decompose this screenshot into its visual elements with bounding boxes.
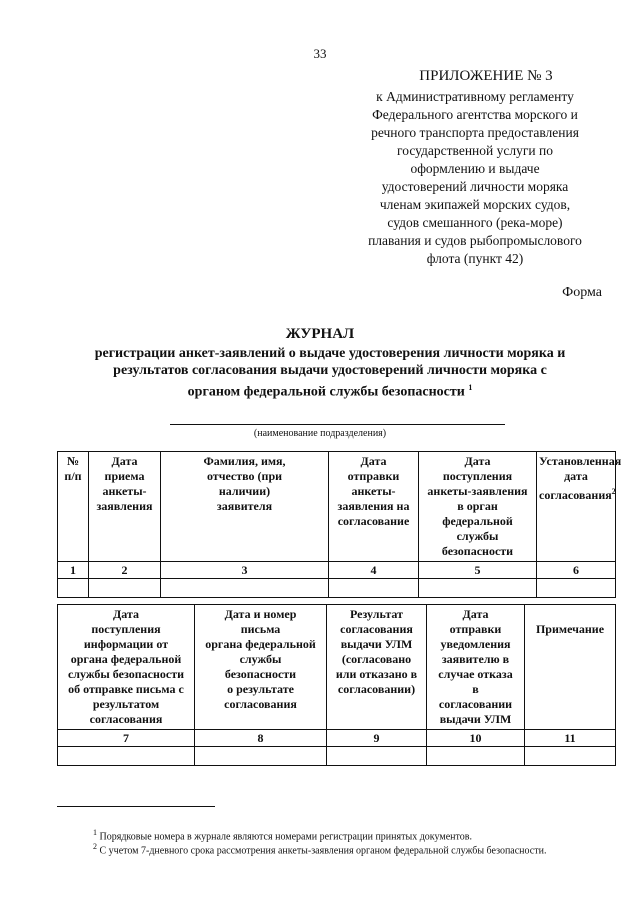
footnote-mark: 1 — [93, 828, 97, 837]
header-cell: Дата отправки уведомления заявителю в случае отказа в согласовании выдачи УЛМ — [427, 605, 525, 730]
column-number: 2 — [89, 562, 161, 579]
footnote-ref: 2 — [611, 487, 616, 496]
form-label: Форма — [562, 285, 602, 300]
page-number: 33 — [313, 46, 327, 61]
journal-subtitle-line — [60, 379, 600, 401]
annex-line: к Административному регламенту — [376, 89, 574, 104]
footnote-text: С учетом 7-дневного срока рассмотрения анкеты-заявления органом федеральной службы безопасности. — [99, 845, 547, 857]
empty-row — [58, 579, 616, 598]
column-number-row — [58, 562, 616, 579]
annex-line: удостоверений личности моряка — [381, 179, 569, 194]
annex-line: оформлению и выдаче — [410, 161, 540, 176]
column-number: 9 — [327, 730, 427, 747]
header-cell: Дата отправки анкеты- заявления на согласование — [329, 452, 419, 562]
journal-subtitle-line: регистрации анкет-заявлений о выдаче удостоверения личности моряка и — [94, 346, 566, 361]
footnote-2 — [93, 840, 633, 857]
header-cell: Дата и номер письма органа федеральной службы безопасности о результате согласования — [195, 605, 327, 730]
annex-line: плавания и судов рыбопромыслового — [368, 233, 582, 248]
empty-cell — [329, 579, 419, 598]
footnote-mark: 2 — [93, 842, 97, 851]
header-cell: Установленная дата согласования$^2$ — [537, 452, 616, 562]
annex-line: флота (пункт 42) — [426, 251, 524, 266]
annex-line: Федерального агентства морского и — [372, 107, 578, 122]
empty-row — [58, 747, 616, 766]
footnote-text: Порядковые номера в журнале являются номерами регистрации принятых документов. — [99, 831, 472, 843]
empty-cell — [327, 747, 427, 766]
header-cell: Дата поступления информации от органа федеральной службы безопасности об отправке письма с результатом согласования — [58, 605, 195, 730]
annex-line: членам экипажей морских судов, — [379, 197, 571, 212]
empty-cell — [161, 579, 329, 598]
annex-line: речного транспорта предоставления — [371, 125, 579, 140]
subdivision-line — [170, 424, 505, 425]
empty-cell — [427, 747, 525, 766]
column-number: 7 — [58, 730, 195, 747]
journal-title: ЖУРНАЛ — [285, 326, 355, 342]
column-number: 5 — [419, 562, 537, 579]
column-number: 3 — [161, 562, 329, 579]
column-number: 11 — [525, 730, 616, 747]
empty-cell — [58, 579, 89, 598]
column-number: 10 — [427, 730, 525, 747]
header-cell: Примечание — [525, 605, 616, 730]
journal-table-part1 — [57, 451, 622, 598]
header-cell: Фамилия, имя, отчество (при наличии) заявителя — [161, 452, 329, 562]
annex-title: ПРИЛОЖЕНИЕ № 3 — [419, 68, 553, 84]
column-number: 8 — [195, 730, 327, 747]
column-number-row — [58, 730, 616, 747]
footnote-separator — [57, 806, 215, 807]
column-number: 6 — [537, 562, 616, 579]
header-cell: Дата поступления анкеты-заявления в орган федеральной службы безопасности — [419, 452, 537, 562]
journal-subtitle — [60, 345, 600, 401]
annex-line: судов смешанного (река-море) — [387, 215, 563, 230]
journal-table-part2 — [57, 604, 616, 766]
journal-subtitle-line: результатов согласования выдачи удостоверений личности моряка с — [113, 363, 547, 378]
header-cell: Дата приема анкеты- заявления — [89, 452, 161, 562]
annex-description — [330, 88, 620, 268]
subdivision-caption: (наименование подразделения) — [253, 428, 387, 439]
column-number: 1 — [58, 562, 89, 579]
journal-subtitle-text: органом федеральной службы безопасности — [187, 384, 465, 400]
header-cell: Результат согласования выдачи УЛМ (согласовано или отказано в согласовании) — [327, 605, 427, 730]
footnote-ref: 1 — [468, 383, 473, 392]
header-cell: № п/п — [58, 452, 89, 562]
table-header-row — [58, 605, 616, 730]
empty-cell — [525, 747, 616, 766]
annex-line: государственной услуги по — [397, 143, 553, 158]
empty-cell — [537, 579, 616, 598]
empty-cell — [89, 579, 161, 598]
table-header-row — [58, 452, 616, 562]
column-number: 4 — [329, 562, 419, 579]
empty-cell — [195, 747, 327, 766]
empty-cell — [419, 579, 537, 598]
empty-cell — [58, 747, 195, 766]
